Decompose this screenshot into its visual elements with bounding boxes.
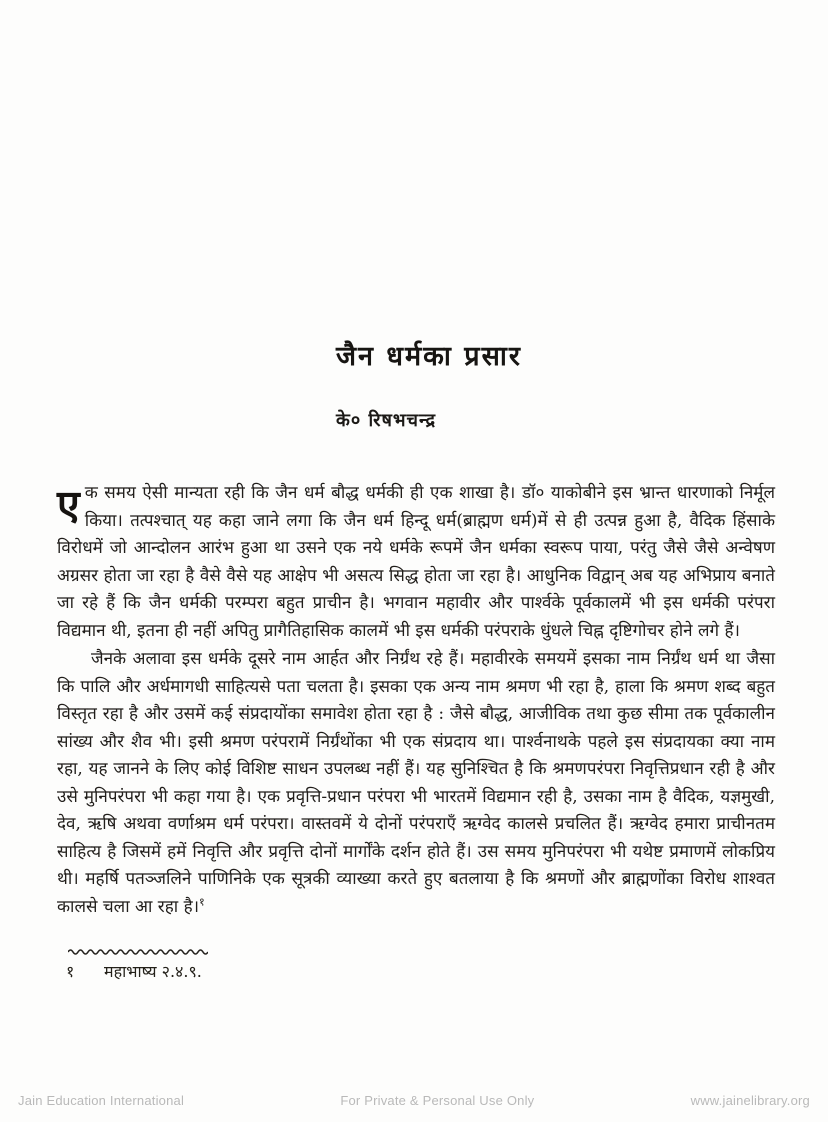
dropcap-letter: ए: [57, 481, 80, 529]
paragraph-1-text: क समय ऐसी मान्यता रही कि जैन धर्म बौद्ध धर्मकी ही एक शाखा है। डॉ० याकोबीने इस भ्रान्त धारणाको निर्मूल किया। तत्पश्चात् यह कहा जाने लगा कि जैन धर्म हिन्दू धर्म(ब्राह्मण धर्म)में से ही उत्पन्न हुआ है, वैदिक हिंसाके विरोधमें जो आन्दोलन आरंभ हुआ था उसने एक नये धर्मके रूपमें जैन धर्मका स्वरूप पाया, परंतु जैसे जैसे अन्वेषण अग्रसर होता जा रहा है वैसे वैसे यह आक्षेप भी असत्य सिद्ध होता जा रहा है। आधुनिक विद्वान् अब यह अभिप्राय बनाते जा रहे हैं कि जैन धर्मकी परम्परा बहुत प्राचीन है। भगवान महावीर और पार्श्वके पूर्वकालमें भी इस धर्मकी परंपरा विद्यमान थी, इतना ही नहीं अपितु प्रागैतिहासिक कालमें भी इस धर्मकी परंपराके धुंधले चिह्न दृष्टिगोचर होने लगे हैं।: [57, 483, 775, 641]
page-footer: [0, 1093, 828, 1108]
footer-center-text: For Private & Personal Use Only: [340, 1093, 535, 1108]
paragraph-2-text: जैनके अलावा इस धर्मके दूसरे नाम आर्हत और निर्ग्रंथ रहे हैं। महावीरके समयमें इसका नाम निर्ग्रंथ धर्म था जैसा कि पालि और अर्धमागधी साहित्यसे पता चलता है। इसका एक अन्य नाम श्रमण भी रहा है, हाला कि श्रमण शब्द बहुत विस्तृत रहा है और उसमें कई संप्रदायोंका समावेश होता रहा है : जैसे बौद्ध, आजीविक तथा कुछ सीमा तक पूर्वकालीन सांख्य और शैव भी। इसी श्रमण परंपरामें निर्ग्रंथोंका भी एक संप्रदाय था। पार्श्वनाथके पहले इस संप्रदायका क्या नाम रहा, यह जानने के लिए कोई विशिष्ट साधन उपलब्ध नहीं हैं। यह सुनिश्चित है कि श्रमणपरंपरा निवृत्तिप्रधान रही है और उसे मुनिपरंपरा भी कहा गया है। एक प्रवृत्ति-प्रधान परंपरा भी भारतमें विद्यमान रही है, उसका नाम है वैदिक, यज्ञमुखी, देव, ऋषि अथवा वर्णाश्रम धर्म परंपरा। वास्तवमें ये दोनों परंपराएँ ऋग्वेद कालसे प्रचलित हैं। ऋग्वेद हमारा प्राचीनतम साहित्य है जिसमें हमें निवृत्ति और प्रवृत्ति दोनों मार्गोंके दर्शन होते हैं। उस समय मुनिपरंपरा भी यथेष्ट प्रमाणमें लोकप्रिय थी। महर्षि पतञ्जलिने पाणिनिके एक सूत्रकी व्याख्या करते हुए बतलाया है कि श्रमणों और ब्राह्मणोंका विरोध शाश्वत कालसे चला आ रहा है।: [57, 649, 775, 917]
paragraph-2: [57, 646, 775, 921]
page-title: जैन धर्मका प्रसार: [336, 341, 522, 372]
footnote: [66, 960, 466, 982]
footnote-number: १: [66, 962, 75, 981]
footnote-area: [66, 948, 466, 982]
footnote-separator-squiggle: [68, 948, 208, 956]
footnote-text: महाभाष्य २.४.९.: [104, 962, 202, 981]
footnote-reference-mark: १: [199, 894, 205, 908]
author-name: के० रिषभचन्द्र: [336, 410, 437, 431]
paragraph-1: [57, 480, 775, 645]
footer-right-text: www.jainelibrary.org: [690, 1093, 810, 1108]
footer-left-text: Jain Education International: [18, 1093, 185, 1108]
article-body: [57, 480, 775, 921]
